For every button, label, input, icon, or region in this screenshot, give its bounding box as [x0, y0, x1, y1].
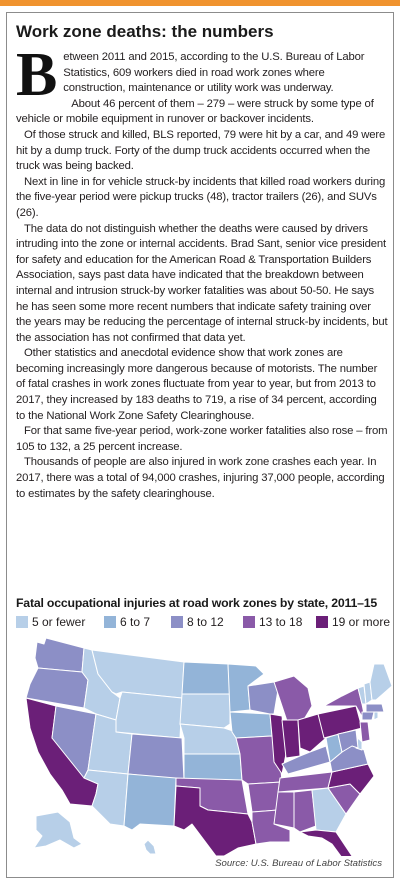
- state-florida: [300, 830, 356, 856]
- state-connecticut: [362, 712, 374, 720]
- article-body: [16, 41, 388, 502]
- state-kansas: [184, 754, 242, 780]
- state-massachusetts: [366, 704, 384, 712]
- article-paragraph-8: Thousands of people are also injured in work zone crashes each year. In 2017, there was a total of 94,000 crashes, injuring 37,000 people, according to estimates by the safety clearinghouse.: [16, 456, 385, 500]
- map-legend: [16, 614, 391, 630]
- state-washington: [35, 638, 84, 672]
- state-south-dakota: [180, 694, 230, 728]
- us-choropleth-map: [12, 634, 392, 856]
- legend-item-13-to-18: [243, 614, 302, 630]
- state-hawaii: [144, 840, 156, 854]
- state-shapes: [26, 638, 392, 856]
- paragraph-text: etween 2011 and 2015, according to the U.S. Bureau of Labor Statistics, 609 workers died in road work zones where construction, maintenance or utility work was underway.: [63, 51, 365, 95]
- state-alaska: [34, 812, 82, 848]
- state-nebraska: [180, 724, 240, 754]
- legend-item-5-or-fewer: [16, 614, 85, 630]
- state-maine: [370, 664, 392, 700]
- legend-swatch: [171, 616, 183, 628]
- article-paragraph-2: About 46 percent of them – 279 – were struck by some type of vehicle or mobile equipment in runover or backover incidents.: [16, 97, 374, 126]
- legend-label: 13 to 18: [259, 615, 303, 629]
- headline: Work zone deaths: the numbers: [16, 22, 274, 41]
- legend-swatch: [316, 616, 328, 628]
- map-title: Fatal occupational injuries at road work zones by state, 2011–15: [16, 596, 378, 610]
- orange-top-rule: [0, 0, 400, 6]
- state-new-jersey: [360, 722, 370, 742]
- state-north-dakota: [182, 662, 230, 694]
- article-paragraph-3: Of those struck and killed, BLS reported, 79 were hit by a car, and 49 were hit by a dump truck. Forty of the dump truck accidents occurred when the truck was being backed.: [16, 128, 386, 173]
- legend-label: 19 or more: [332, 615, 391, 629]
- state-rhode-island: [374, 712, 378, 720]
- legend-label: 5 or fewer: [32, 615, 86, 629]
- legend-item-19-or-more: [316, 614, 390, 630]
- article-paragraph-7: For that same five-year period, work-zone worker fatalities also rose – from 105 to 132, a 25 percent increase.: [16, 425, 388, 453]
- source-credit: Source: U.S. Bureau of Labor Statistics: [215, 858, 382, 869]
- article-paragraph-1: [16, 41, 388, 109]
- legend-item-6-to-7: [104, 614, 150, 630]
- legend-swatch: [16, 616, 28, 628]
- state-mississippi: [274, 792, 294, 828]
- state-iowa: [230, 712, 272, 738]
- article-paragraph-5: The data do not distinguish whether the deaths were caused by drivers intruding into the zone or internal accidents. Brad Sant, senior vice president for safety and education for the American Road & Transportation Builders Association, says past data have indicated that the breakdown between internal and intrusion struck-by worker fatalities was about 50-50. He says he has seen some more recent numbers that indicate safety training over the years may be reducing the percentage of internal struck-by incidents, but the association has not confirmed that data yet.: [16, 222, 388, 344]
- legend-swatch: [104, 616, 116, 628]
- article-paragraph-6: Other statistics and anecdotal evidence show that work zones are becoming increasingly more dangerous because of motorists. The number of fatal crashes in work zones fluctuate from year to year, but from 2013 to 2017, they increased by 183 deaths to 719, a rise of 34 percent, according to the National Work Zone Safety Clearinghouse.: [16, 347, 378, 422]
- legend-label: 6 to 7: [120, 615, 151, 629]
- state-wisconsin: [248, 682, 278, 714]
- state-colorado: [128, 734, 184, 780]
- state-new-mexico: [124, 774, 176, 830]
- legend-item-8-to-12: [171, 614, 224, 630]
- legend-label: 8 to 12: [187, 615, 224, 629]
- article-paragraph-4: Next in line in for vehicle struck-by incidents that killed road workers during the five-year period were pickup trucks (48), tractor trailers (26), and SUVs (26).: [16, 175, 386, 219]
- drop-cap: B: [16, 41, 58, 109]
- legend-swatch: [243, 616, 255, 628]
- state-wyoming: [116, 692, 182, 738]
